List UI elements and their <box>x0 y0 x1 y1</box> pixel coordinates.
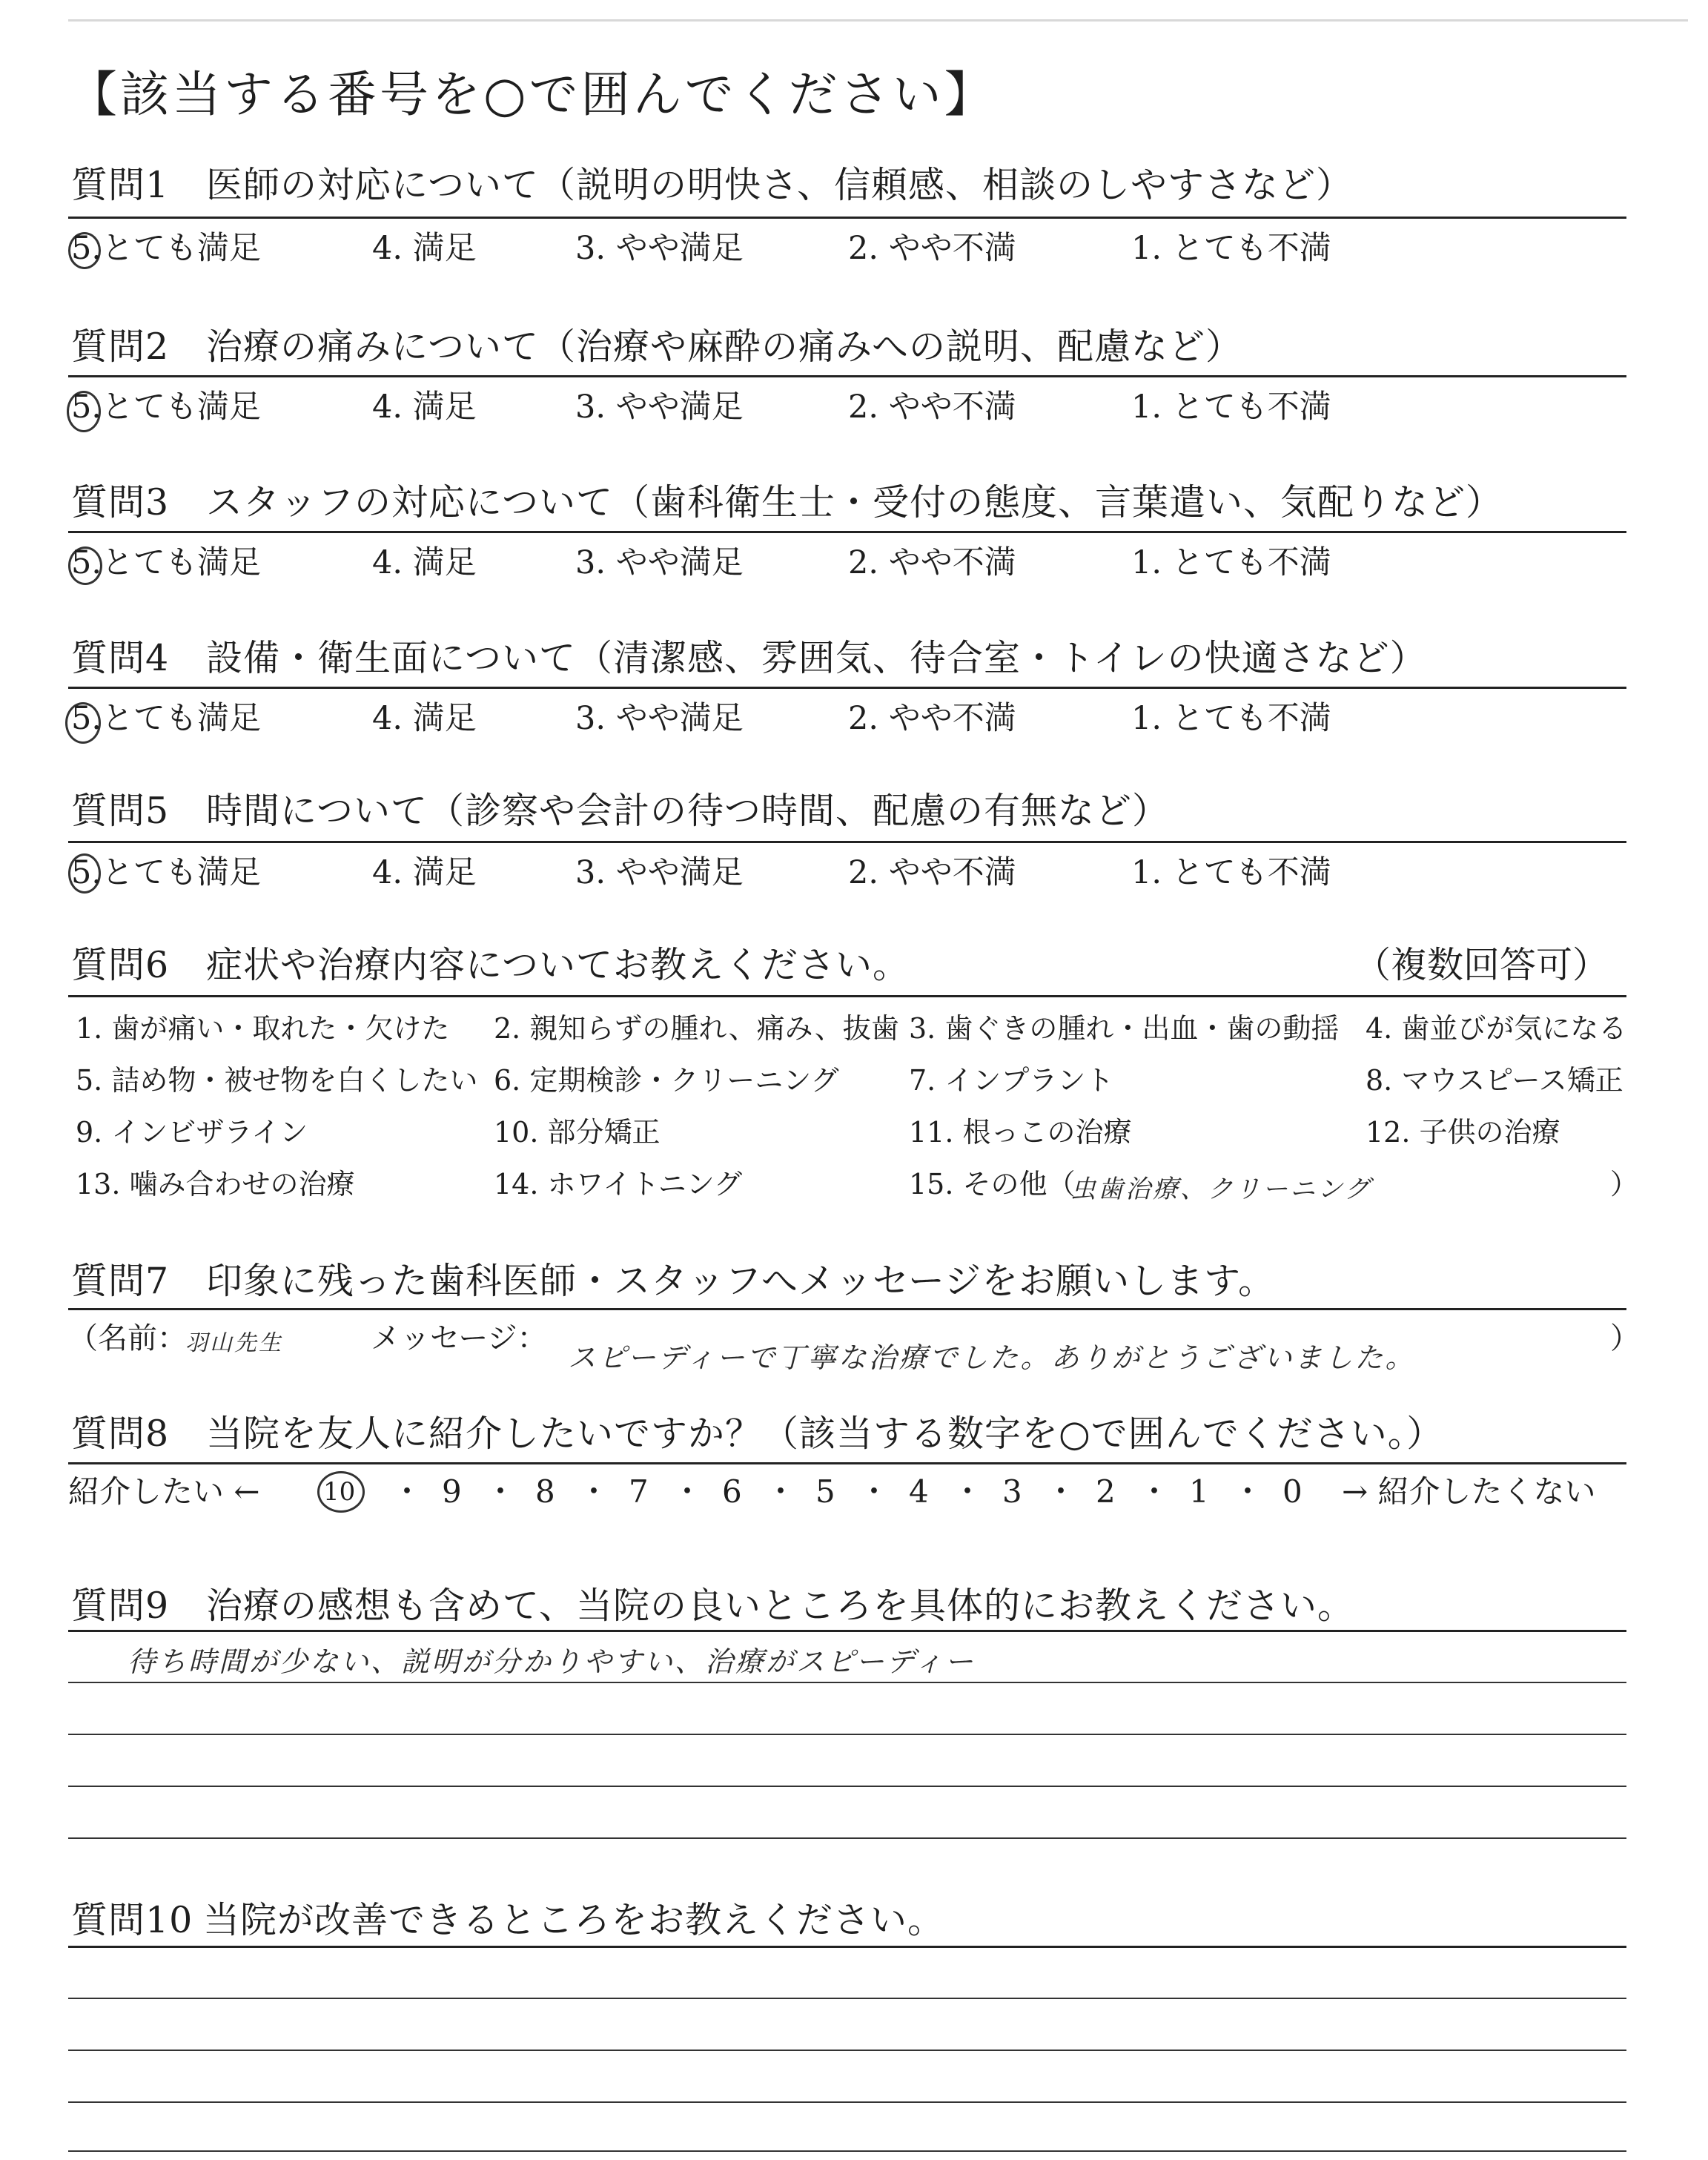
symptom-option[interactable]: 7. インプラント <box>909 1064 1114 1097</box>
answer-line <box>68 1682 1626 1683</box>
question-text: 治療の感想も含めて、当院の良いところを具体的にお教えください。 <box>206 1585 1355 1627</box>
question-2-rule <box>68 375 1626 377</box>
option-label: とても満足 <box>102 389 262 426</box>
referral-left-label: 紹介したい ← <box>68 1473 260 1510</box>
q1-option-1[interactable]: 1. とても不満 <box>1131 230 1331 267</box>
q2-option-2[interactable]: 2. やや不満 <box>848 389 1016 426</box>
question-8-rule <box>68 1462 1626 1464</box>
question-number: 質問6 <box>71 944 170 986</box>
question-2-heading <box>71 325 1242 369</box>
question-4-rule <box>68 687 1626 689</box>
referral-value-9[interactable]: 9 <box>442 1473 462 1510</box>
q4-option-2[interactable]: 2. やや不満 <box>848 700 1016 737</box>
scale-separator: ・ <box>1232 1473 1264 1510</box>
name-value[interactable]: 羽山先生 <box>185 1330 283 1356</box>
option-number: 5. <box>71 544 102 581</box>
q3-option-3[interactable]: 3. やや満足 <box>575 544 744 581</box>
question-10-heading <box>71 1898 944 1943</box>
referral-value-3[interactable]: 3 <box>1002 1473 1022 1510</box>
question-9-rule <box>68 1630 1626 1632</box>
q2-option-1[interactable]: 1. とても不満 <box>1131 389 1331 426</box>
question-text: 当院が改善できるところをお教えください。 <box>203 1899 945 1941</box>
question-text: 治療の痛みについて（治療や麻酔の痛みへの説明、配慮など） <box>206 326 1243 368</box>
answer-line <box>68 1786 1626 1787</box>
question-3-heading <box>71 480 1503 525</box>
symptom-option[interactable]: 6. 定期検診・クリーニング <box>494 1064 839 1097</box>
q4-option-5[interactable] <box>71 698 261 739</box>
scale-separator: ・ <box>391 1473 423 1510</box>
question-number: 質問1 <box>71 164 170 206</box>
question-text: 時間について（診察や会計の待つ時間、配慮の有無など） <box>206 790 1170 832</box>
question-text: 症状や治療内容についてお教えください。 <box>206 944 910 986</box>
question-9-heading <box>71 1584 1354 1628</box>
option-label: とても満足 <box>102 700 262 737</box>
referral-value-6[interactable]: 6 <box>722 1473 742 1510</box>
q2-option-5[interactable] <box>71 387 261 427</box>
symptom-option[interactable]: 12. 子供の治療 <box>1366 1116 1560 1149</box>
symptom-option[interactable]: 14. ホワイトニング <box>494 1168 743 1200</box>
scale-separator: ・ <box>1045 1473 1077 1510</box>
symptom-option[interactable]: 2. 親知らずの腫れ、痛み、抜歯 <box>494 1012 899 1045</box>
q4-option-3[interactable]: 3. やや満足 <box>575 700 744 737</box>
q3-option-2[interactable]: 2. やや不満 <box>848 544 1016 581</box>
option-number: 5. <box>71 854 102 891</box>
question-number: 質問4 <box>71 637 170 679</box>
q3-option-4[interactable]: 4. 満足 <box>372 544 477 581</box>
option-label: とても満足 <box>102 230 262 267</box>
symptom-option[interactable]: 8. マウスピース矯正 <box>1366 1064 1623 1097</box>
question-6-rule <box>68 995 1626 997</box>
q4-option-1[interactable]: 1. とても不満 <box>1131 700 1331 737</box>
symptom-option[interactable]: 15. その他（ <box>909 1168 1076 1200</box>
q1-option-5[interactable] <box>71 228 261 268</box>
scale-separator: ・ <box>485 1473 517 1510</box>
q5-option-1[interactable]: 1. とても不満 <box>1131 854 1331 891</box>
q1-option-2[interactable]: 2. やや不満 <box>848 230 1016 267</box>
symptom-other-answer[interactable]: 虫歯治療、クリーニング <box>1070 1175 1372 1204</box>
q9-answer[interactable]: 待ち時間が少ない、説明が分かりやすい、治療がスピーディー <box>128 1645 976 1678</box>
question-number: 質問5 <box>71 790 170 832</box>
scale-separator: ・ <box>672 1473 704 1510</box>
answer-line <box>68 2150 1626 2152</box>
option-number: 5. <box>71 389 102 426</box>
name-label: （名前： <box>68 1321 187 1355</box>
question-text: 設備・衛生面について（清潔感、雰囲気、待合室・トイレの快適さなど） <box>206 637 1427 679</box>
symptom-option[interactable]: 5. 詰め物・被せ物を白くしたい <box>76 1064 478 1097</box>
question-7-heading <box>71 1259 1275 1304</box>
symptom-other-close: ） <box>1610 1168 1639 1200</box>
message-value[interactable]: スピーディーで丁寧な治療でした。ありがとうございました。 <box>568 1341 1416 1374</box>
q5-option-5[interactable] <box>71 853 261 893</box>
question-number: 質問3 <box>71 481 170 524</box>
referral-value-1[interactable]: 1 <box>1189 1473 1209 1510</box>
message-label: メッセージ： <box>371 1321 547 1355</box>
message-close: ） <box>1610 1321 1640 1355</box>
question-5-rule <box>68 841 1626 843</box>
option-number: 5. <box>71 700 102 737</box>
referral-right-label: → 紹介したくない <box>1342 1473 1596 1510</box>
q4-option-4[interactable]: 4. 満足 <box>372 700 477 737</box>
multiple-answer-note: （複数回答可） <box>1354 944 1609 986</box>
question-text: 当院を友人に紹介したいですか？（該当する数字を○で囲んでください。） <box>206 1413 1444 1455</box>
question-text: 医師の対応について（説明の明快さ、信頼感、相談のしやすさなど） <box>206 164 1354 206</box>
scale-separator: ・ <box>765 1473 797 1510</box>
referral-scale <box>68 1470 1626 1514</box>
referral-value-2[interactable]: 2 <box>1096 1473 1116 1510</box>
question-text: 印象に残った歯科医師・スタッフへメッセージをお願いします。 <box>206 1260 1276 1302</box>
scale-separator: ・ <box>952 1473 984 1510</box>
q5-option-4[interactable]: 4. 満足 <box>372 854 477 891</box>
referral-value-4[interactable]: 4 <box>909 1473 929 1510</box>
q3-option-1[interactable]: 1. とても不満 <box>1131 544 1331 581</box>
scale-separator: ・ <box>858 1473 890 1510</box>
option-label: とても満足 <box>102 544 262 581</box>
answer-line <box>68 2101 1626 2103</box>
question-text: スタッフの対応について（歯科衛生士・受付の態度、言葉遣い、気配りなど） <box>206 481 1503 524</box>
question-number: 質問10 <box>71 1899 193 1941</box>
answer-line <box>68 1734 1626 1735</box>
answer-line <box>68 1998 1626 1999</box>
question-1-rule <box>68 217 1626 219</box>
q5-option-3[interactable]: 3. やや満足 <box>575 854 744 891</box>
symptom-option[interactable]: 13. 噛み合わせの治療 <box>76 1168 355 1200</box>
page-title: 【該当する番号を○で囲んでください】 <box>68 66 996 123</box>
scale-separator: ・ <box>578 1473 610 1510</box>
q2-option-3[interactable]: 3. やや満足 <box>575 389 744 426</box>
option-label: とても満足 <box>102 854 262 891</box>
referral-value-5[interactable]: 5 <box>815 1473 835 1510</box>
scale-separator: ・ <box>1139 1473 1171 1510</box>
question-7-rule <box>68 1308 1626 1310</box>
question-number: 質問9 <box>71 1585 170 1627</box>
symptom-option[interactable]: 1. 歯が痛い・取れた・欠けた <box>76 1012 450 1045</box>
referral-value-7[interactable]: 7 <box>629 1473 649 1510</box>
q3-option-5[interactable] <box>71 543 261 583</box>
answer-line <box>68 2050 1626 2051</box>
question-number: 質問2 <box>71 326 170 368</box>
symptom-option[interactable]: 4. 歯並びが気になる <box>1366 1012 1627 1045</box>
q1-option-4[interactable]: 4. 満足 <box>372 230 477 267</box>
symptom-option[interactable]: 10. 部分矯正 <box>494 1116 661 1149</box>
answer-line <box>68 1837 1626 1839</box>
question-8-heading <box>71 1412 1443 1456</box>
question-5-heading <box>71 789 1169 833</box>
question-number: 質問8 <box>71 1413 170 1455</box>
option-number: 5. <box>71 230 102 267</box>
referral-value-0[interactable]: 0 <box>1282 1473 1302 1510</box>
symptom-option[interactable]: 9. インビザライン <box>76 1116 308 1149</box>
symptom-option[interactable]: 11. 根っこの治療 <box>909 1116 1132 1149</box>
symptom-option[interactable]: 3. 歯ぐきの腫れ・出血・歯の動揺 <box>909 1012 1340 1045</box>
referral-value-8[interactable]: 8 <box>535 1473 555 1510</box>
question-number: 質問7 <box>71 1260 170 1302</box>
q2-option-4[interactable]: 4. 満足 <box>372 389 477 426</box>
question-1-heading <box>71 163 1353 208</box>
question-4-heading <box>71 636 1427 681</box>
question-10-rule <box>68 1946 1626 1948</box>
question-6-heading <box>71 943 910 988</box>
page-top-line <box>68 19 1688 22</box>
referral-value-10[interactable]: 10 <box>323 1477 356 1507</box>
q1-option-3[interactable]: 3. やや満足 <box>575 230 744 267</box>
question-3-rule <box>68 531 1626 533</box>
q5-option-2[interactable]: 2. やや不満 <box>848 854 1016 891</box>
